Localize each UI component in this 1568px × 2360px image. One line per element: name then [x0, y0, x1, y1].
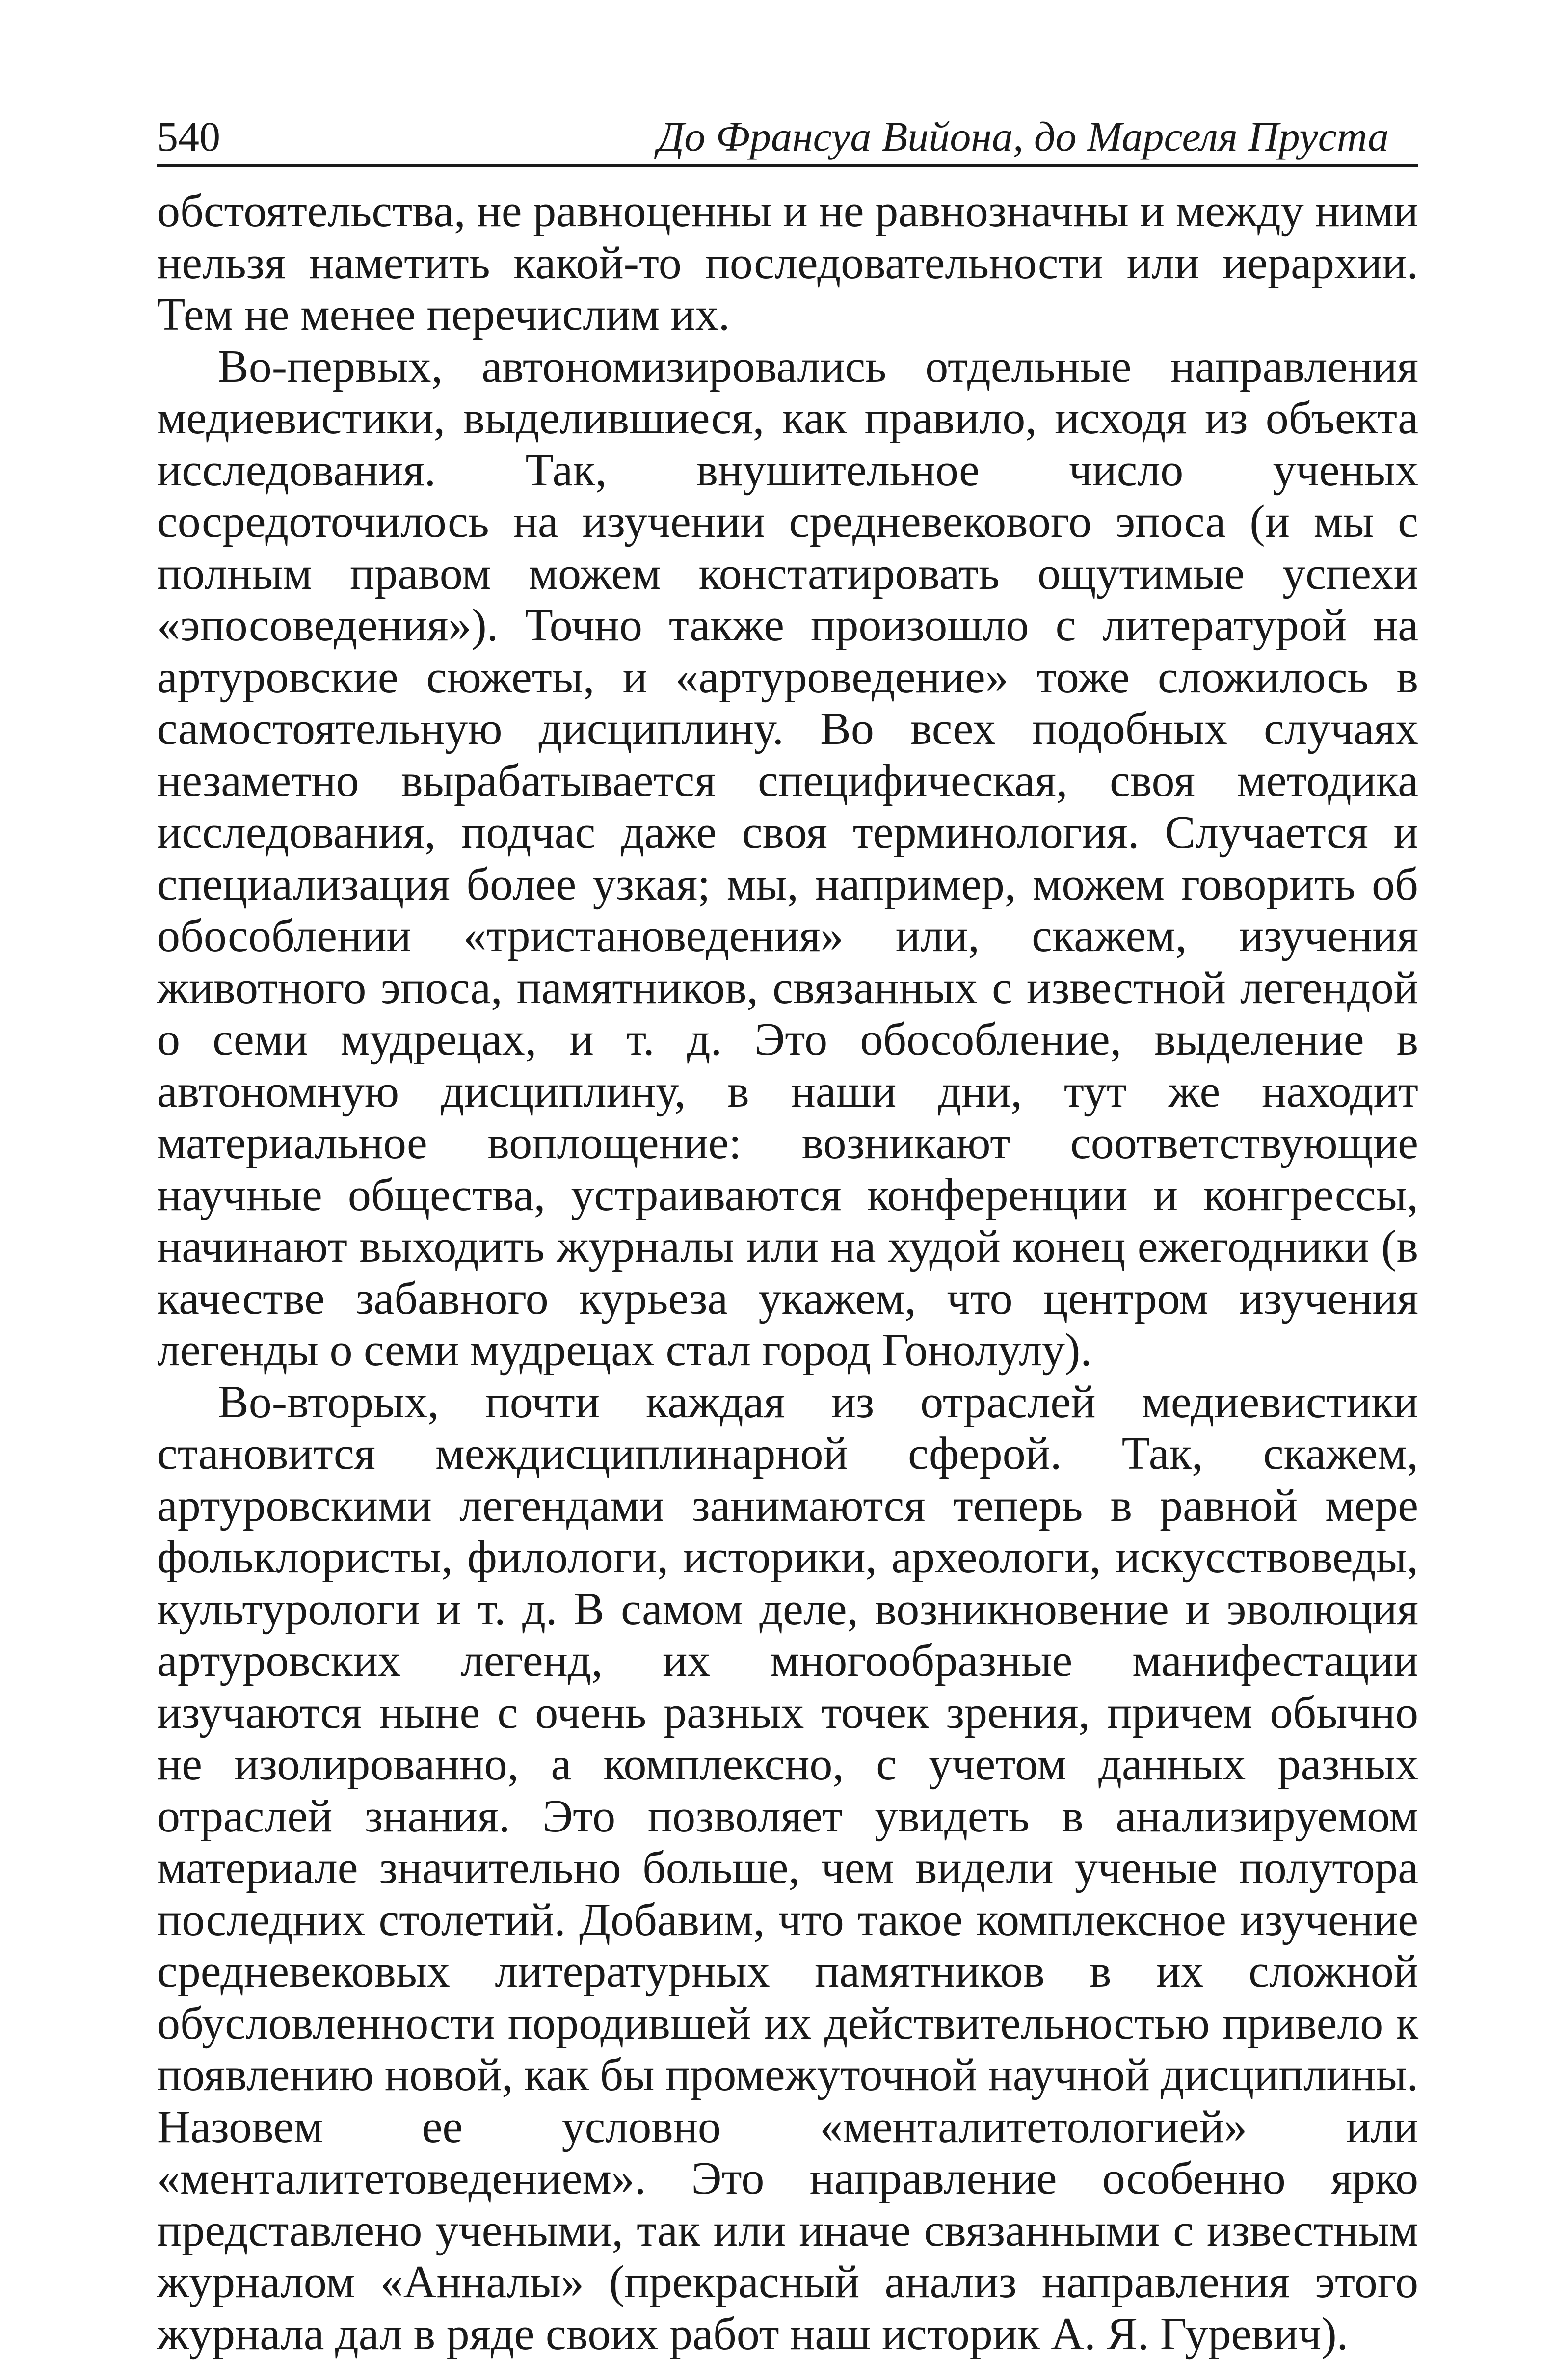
book-page	[157, 103, 1418, 2360]
paragraph-first-point: Во-первых, автономизировались отдельные направления медиевистики, выделившиеся, как правило, исходя из объекта исследования. Так, внушительное число ученых сосредоточилось на изучении средневекового эпоса (и мы с полным правом можем констатировать ощутимые успехи «эпосоведения»). Точно также произошло с литературой на артуровские сюжеты, и «артуроведение» тоже сложилось в самостоятельную дисциплину. Во всех подобных случаях незаметно вырабатывается специфическая, своя методика исследования, подчас даже своя терминология. Случается и специализация более узкая; мы, например, можем говорить об обособлении «тристановедения» или, скажем, изучения животного эпоса, памятников, связанных с известной легендой о семи мудрецах, и т. д. Это обособление, выделение в автономную дисциплину, в наши дни, тут же находит материальное воплощение: возникают соответствующие научные общества, устраиваются конференции и конгрессы, начинают выходить журналы или на худой конец ежегодники (в качестве забавного курьеза укажем, что центром изучения легенды о семи мудрецах стал город Гонолулу).	[157, 341, 1418, 1377]
body-text	[157, 186, 1418, 2360]
running-title: До Франсуа Вийона, до Марселя Пруста	[658, 115, 1389, 158]
page-number: 540	[157, 115, 220, 158]
running-head	[157, 103, 1418, 167]
paragraph-continuation: обстоятельства, не равноценны и не равнозначны и между ними нельзя наметить какой-то последовательности или иерархии. Тем не менее перечислим их.	[157, 186, 1418, 341]
paragraph-second-point: Во-вторых, почти каждая из отраслей медиевистики становится междисциплинарной сферой. Так, скажем, артуровскими легендами занимаются теперь в равной мере фольклористы, филологи, историки, археологи, искусствоведы, культурологи и т. д. В самом деле, возникновение и эволюция артуровских легенд, их многообразные манифестации изучаются ныне с очень разных точек зрения, причем обычно не изолированно, а комплексно, с учетом данных разных отраслей знания. Это позволяет увидеть в анализируемом материале значительно больше, чем видели ученые полутора последних столетий. Добавим, что такое комплексное изучение средневековых литературных памятников в их сложной обусловленности породившей их действительностью привело к появлению новой, как бы промежуточной научной дисциплины. Назовем ее условно «менталитетологией» или «менталитетоведением». Это направление особенно ярко представлено учеными, так или иначе связанными с известным журналом «Анналы» (прекрасный анализ направления этого журнала дал в ряде своих работ наш историк А. Я. Гуревич).	[157, 1377, 1418, 2360]
